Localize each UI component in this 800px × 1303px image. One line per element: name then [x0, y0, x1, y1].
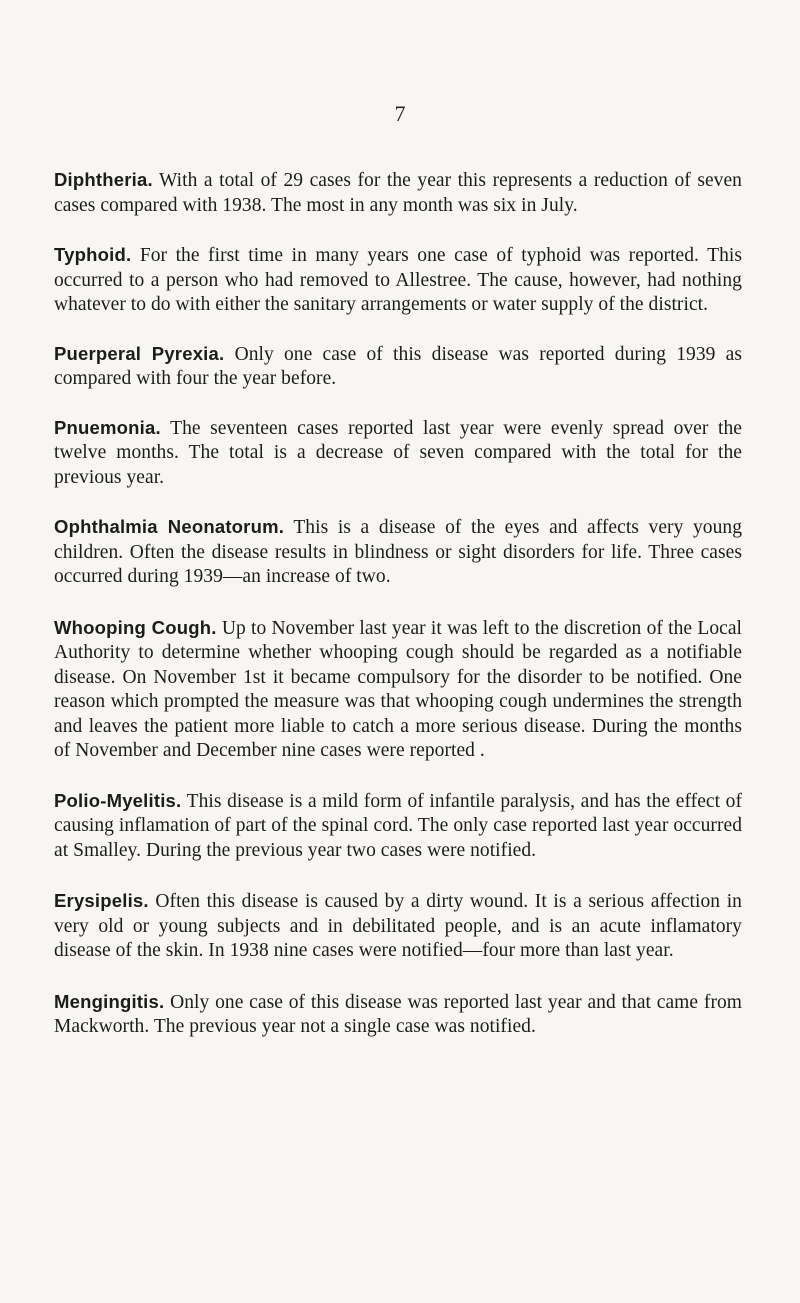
section-erysipelis — [54, 889, 742, 964]
section-text: This disease is a mild form of infantile paralysis, and has the effect of causing inflamation of part of the spinal cord. The only case reported last year occurred at Smalley. During the previous year two cases were notified. — [54, 790, 743, 861]
section-text: Only one case of this disease was reported last year and that came from Mackworth. The previous year not a single case was notified. — [54, 991, 742, 1037]
section-text: This is a disease of the eyes and affects very young children. Often the disease results in blindness or sight disorders for life. Three cases occurred during 1939—an increase of two. — [54, 517, 743, 587]
section-text: With a total of 29 cases for the year this represents a reduction of seven cases compared with 1938. The most in any month was six in July. — [54, 170, 742, 216]
section-text: Up to November last year it was left to the discretion of the Local Authority to determine whether whooping cough should be regarded as a notifiable disease. On November 1st it became compulsory for the disorder to be notified. One reason which prompted the measure was that whooping cough undermines the strength and leaves the patient more liable to catch a more serious disease. During the months of November and December nine cases were reported . — [54, 617, 742, 761]
section-diphtheria — [54, 168, 742, 218]
page-number: 7 — [394, 101, 406, 126]
section-meningitis — [54, 990, 742, 1040]
section-text: Only one case of this disease was reported during 1939 as compared with four the year before. — [54, 343, 742, 389]
section-polio-myelitis — [54, 789, 742, 864]
section-puerperal-pyrexia — [54, 342, 742, 392]
section-heading: Erysipelis. — [54, 890, 149, 911]
section-heading: Mengingitis. — [54, 990, 165, 1012]
section-heading: Puerperal Pyrexia. — [54, 342, 225, 364]
section-text: The seventeen cases reported last year were evenly spread over the twelve months. The total is a decrease of seven compared with the total for the previous year. — [54, 417, 742, 488]
document-body — [54, 168, 742, 1066]
section-whooping-cough — [54, 616, 742, 764]
section-heading: Ophthalmia Neonatorum. — [54, 516, 285, 537]
section-pneumonia — [54, 416, 742, 491]
section-text: Often this disease is caused by a dirty wound. It is a serious affection in very old or young subjects and in debilitated people, and is an acute inflamatory disease of the skin. In 1938 nine cases were notified—four more than last year. — [54, 891, 742, 961]
section-typhoid — [54, 243, 742, 318]
section-text: For the first time in many years one case of typhoid was reported. This occurred to a person who had removed to Allestree. The cause, however, had nothing whatever to do with either the sanitary arrangements or water supply of the district. — [54, 245, 742, 315]
section-heading: Whooping Cough. — [54, 616, 217, 638]
section-heading: Typhoid. — [54, 244, 132, 265]
section-heading: Polio-Myelitis. — [54, 789, 182, 811]
section-heading: Pnuemonia. — [54, 416, 161, 438]
section-heading: Diphtheria. — [54, 169, 153, 190]
section-ophthalmia-neonatorum — [54, 515, 742, 590]
